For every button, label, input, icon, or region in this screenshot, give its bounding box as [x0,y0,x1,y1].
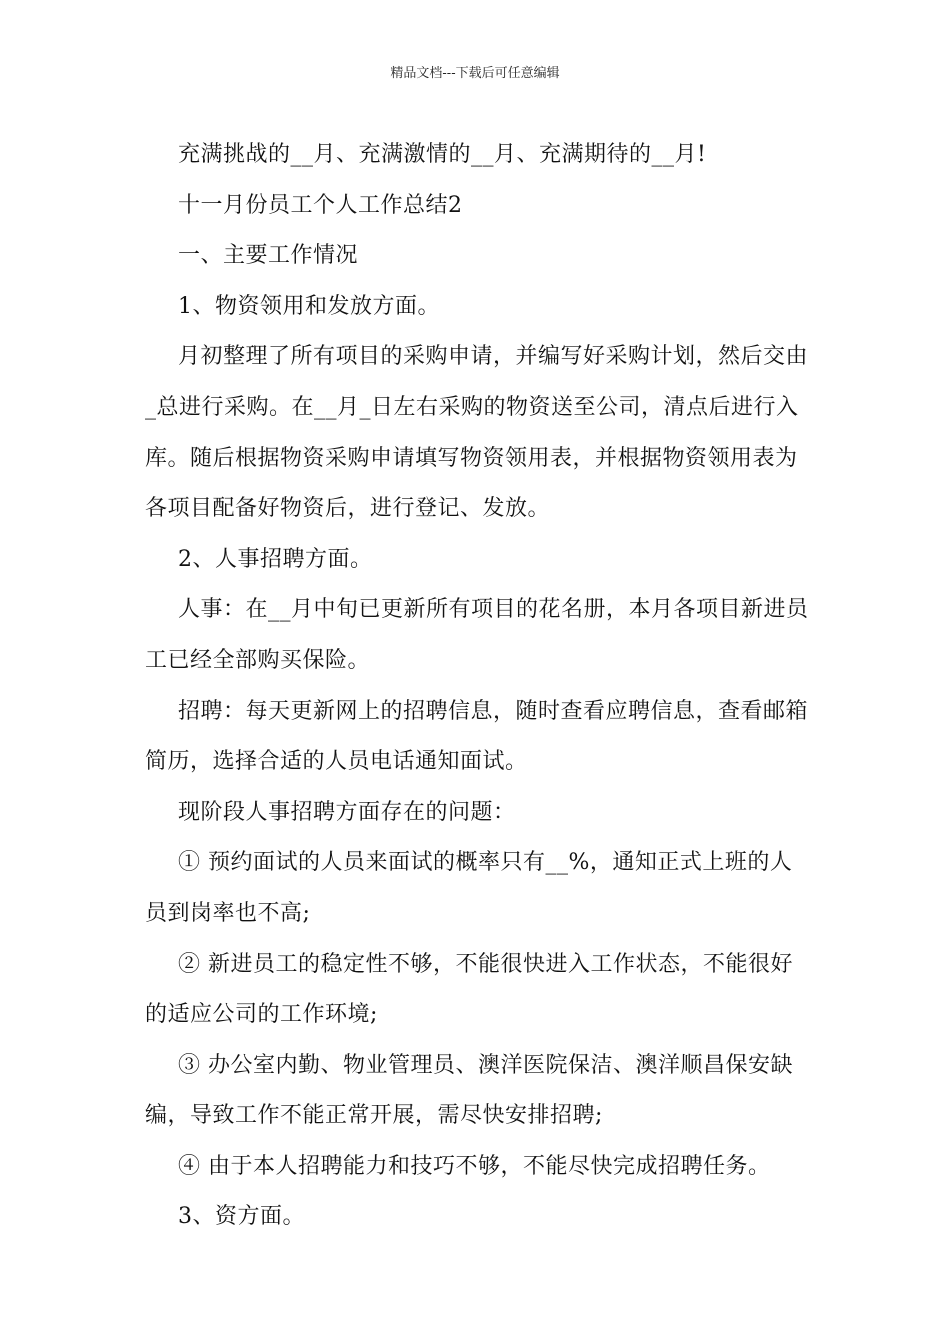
paragraph-personnel: 人事：在__月中旬已更新所有项目的花名册，本月各项目新进员工已经全部购买保险。 [145,597,809,673]
paragraph-intro: 充满挑战的__月、充满激情的__月、充满期待的__月! [178,142,707,167]
section-heading-main-work: 一、主要工作情况 [178,243,359,269]
problem-item-3: ③ 办公室内勤、物业管理员、澳洋医院保洁、澳洋顺昌保安缺编，导致工作不能正常开展，需尽快安排招聘; [145,1052,793,1129]
problem-item-4: ④ 由于本人招聘能力和技巧不够，不能尽快完成招聘任务。 [178,1153,771,1179]
page-header: 精品文档---下载后可任意编辑 [390,66,560,81]
document-title: 十一月份员工个人工作总结2 [178,192,463,218]
paragraph-recruitment: 招聘：每天更新网上的招聘信息，随时查看应聘信息，查看邮箱简历，选择合适的人员电话通知面试。 [145,698,809,775]
paragraph-materials: 月初整理了所有项目的采购申请，并编写好采购计划，然后交由_总进行采购。在__月_日左右采购的物资送至公司，清点后进行入库。随后根据物资采购申请填写物资领用表，并根据物资领用表为各项目配备好物资后，进行登记、发放。 [145,344,809,522]
paragraph-problems-intro: 现阶段人事招聘方面存在的问题： [178,799,516,825]
problem-item-1: ① 预约面试的人员来面试的概率只有__%，通知正式上班的人员到岗率也不高; [145,850,793,926]
document-body [145,130,810,1243]
problem-item-2: ② 新进员工的稳定性不够，不能很快进入工作状态，不能很好的适应公司的工作环境; [145,951,793,1028]
subheading-materials: 1、物资领用和发放方面。 [178,293,440,319]
subheading-funds: 3、资方面。 [178,1204,305,1230]
subheading-hr-recruitment: 2、人事招聘方面。 [178,546,373,572]
